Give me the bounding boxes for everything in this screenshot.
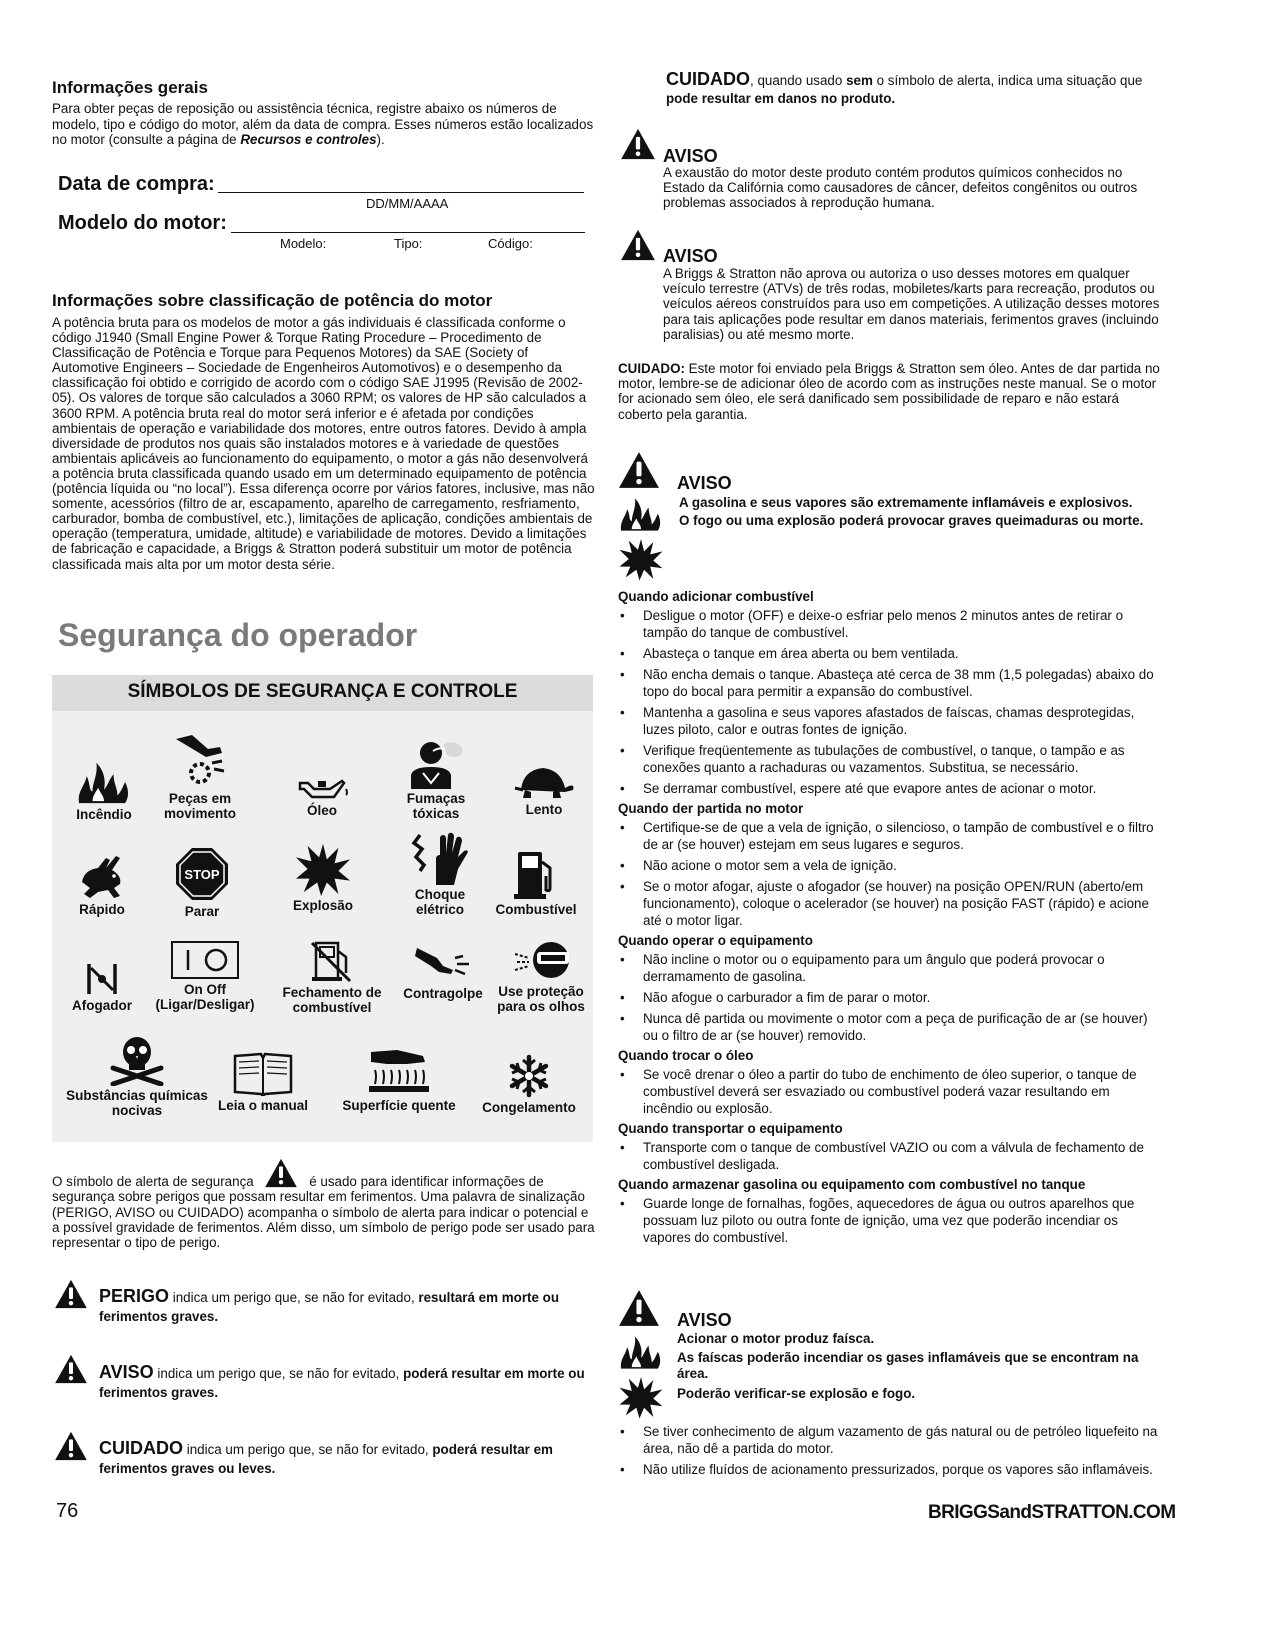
- code-hint: Código:: [488, 236, 533, 251]
- instruction-group-title: Quando adicionar combustível: [618, 589, 814, 604]
- list-item: • Não incline o motor ou o equipamento para um ângulo que poderá provocar o derramamento de gasolina.: [618, 951, 1163, 985]
- symbol-hot-surface: Superfície quente: [336, 1046, 462, 1113]
- website-footer: BRIGGSandSTRATTON.COM: [928, 1502, 1176, 1523]
- safety-alert-explanation: O símbolo de alerta de segurança é usado para identificar informações de segurança sobre perigos que possam resultar em ferimentos. Uma palavra de sinalização (PERIGO, AVISO ou CUIDADO) acompanha o símbolo de alerta para indicar o potencial e a possível gravidade de ferimentos. Além disso, um símbolo de perigo pode ser usado para representar o tipo de perigo.: [52, 1158, 597, 1250]
- instruction-group-title: Quando trocar o óleo: [618, 1048, 754, 1063]
- list-item: • Se derramar combustível, espere até que evapore antes de acionar o motor.: [618, 780, 1163, 797]
- instruction-group-title: Quando transportar o equipamento: [618, 1121, 843, 1136]
- list-item: • Se o motor afogar, ajuste o afogador (se houver) na posição OPEN/RUN (aberto/em funcionamento), coloque o acelerador (se houver) na posição FAST (rápido) e acione até o motor ligar.: [618, 878, 1163, 929]
- general-info-text: Para obter peças de reposição ou assistência técnica, registre abaixo os números de modelo, tipo e código do motor, além da data de compra. Esses números estão localizados no motor (consulte a página de Recursos e controles).: [52, 101, 594, 148]
- kickback-icon: [413, 944, 473, 984]
- list-item: • Nunca dê partida ou movimente o motor com a peça de purificação de ar (se houver) ou o filtro de ar (se houver) removido.: [618, 1010, 1163, 1044]
- warning1-title: AVISO: [663, 146, 718, 166]
- instruction-group-title: Quando armazenar gasolina ou equipamento com combustível no tanque: [618, 1177, 1086, 1192]
- list-item: • Não encha demais o tanque. Abasteça até cerca de 38 mm (1,5 polegadas) abaixo do topo do bocal para permitir a expansão do combustível.: [618, 666, 1163, 700]
- stop-sign-text: STOP: [184, 867, 220, 882]
- engine-model-field[interactable]: [231, 214, 585, 233]
- slow-turtle-icon: [513, 764, 575, 800]
- list-item: • Certifique-se de que a vela de ignição, o silencioso, o tampão de combustível e o filtro de ar (se houver) estejam em seus lugares e seguros.: [618, 819, 1163, 853]
- warning4-explosion-icon: [618, 1375, 664, 1419]
- symbol-choke: Afogador: [60, 962, 144, 1013]
- instruction-list: [618, 819, 1163, 929]
- warning3-text: A gasolina e seus vapores são extremamente inflamáveis e explosivos. O fogo ou uma explosão poderá provocar graves queimaduras ou morte.: [679, 495, 1144, 528]
- stop-icon: [174, 846, 230, 902]
- choke-icon: [85, 962, 119, 996]
- warning2-triangle-icon: [620, 229, 656, 266]
- type-hint: Tipo:: [394, 236, 423, 251]
- symbol-fuel-shutoff: Fechamento de combustível: [274, 939, 390, 1015]
- instruction-list: [618, 951, 1163, 1044]
- list-item: • Se tiver conhecimento de algum vazamento de gás natural ou de petróleo liquefeito na área, não dê a partida do motor.: [618, 1423, 1163, 1457]
- warning4-icons: [618, 1289, 664, 1419]
- model-hint: Modelo:: [280, 236, 327, 251]
- warning3-fire-icon: [618, 493, 664, 533]
- warning3-triangle-icon: [618, 451, 660, 489]
- explosion-icon: [294, 842, 352, 896]
- list-item: • Se você drenar o óleo a partir do tubo de enchimento de óleo superior, o tanque de combustível deverá ser esvaziado ou combustível poderá vazar resultando em incêndio ou explosão.: [618, 1066, 1163, 1117]
- symbol-fast: Rápido: [60, 852, 144, 917]
- fuel-safety-instructions: [618, 589, 1163, 1250]
- warning4-title: AVISO: [677, 1310, 732, 1330]
- symbol-moving-parts: Peças em movimento: [152, 733, 248, 821]
- symbol-toxic-fumes: Fumaças tóxicas: [394, 739, 478, 821]
- list-item: • Não utilize fluídos de acionamento pressurizados, porque os vapores são inflamáveis.: [618, 1461, 1163, 1478]
- list-item: • Mantenha a gasolina e seus vapores afastados de faíscas, chamas desprotegidas, luzes piloto, calor e outras fontes de ignição.: [618, 704, 1163, 738]
- oil-icon: [294, 773, 350, 801]
- fast-rabbit-icon: [76, 852, 128, 900]
- engine-model-label: Modelo do motor:: [58, 212, 227, 234]
- list-item: • Transporte com o tanque de combustível VAZIO ou com a válvula de fechamento de combustível desligada.: [618, 1139, 1163, 1173]
- page-number: 76: [56, 1500, 79, 1522]
- symbol-eye-protection: Use proteção para os olhos: [490, 936, 592, 1014]
- power-rating-text: A potência bruta para os modelos de motor a gás individuais é classificada conforme o código J1940 (Small Engine Power & Torque Rating Procedure – Procedimento de Classificação de Potência e Torque para Pequenos Motores) da SAE (Society of Automotive Engineers – Sociedade de Engenheiros Automotivos) e o desempenho da classificação foi obtido e corrigido de acordo com o código SAE J1995 (Revisão de 2002-05). Os valores de torque são calculados a 3060 RPM; os valores de HP são calculados a 3600 RPM. A potência bruta real do motor será inferior e é afetada por condições ambientais de operação e variabilidade dos motores, entre outros fatores. Devido à ampla diversidade de produtos nos quais são instalados motores e à variedade de questões ambientais aplicáveis ao funcionamento do equipamento, o motor a gás não desenvolverá a potência bruta classificada quando usado em um determinado equipamento de potência (potência líquida ou “no local”). Essa diferença ocorre por vários fatores, inclusive, mas não somente, acessórios (filtro de ar, escapamento, aparelho de carregamento, resfriamento, carburador, bomba de combustível, etc.), limitações de aplicação, condições ambientais de operação (temperatura, umidade, altitude) e variabilidade de motores. Devido a limitações de fabricação e capacidade, a Briggs & Stratton poderá substituir um motor de potência classificada mais alta por um motor desta série.: [52, 315, 595, 572]
- moving-parts-icon: [172, 733, 228, 789]
- alert-triangle-icon: [263, 1158, 299, 1188]
- warning3-title: AVISO: [677, 473, 732, 493]
- general-info-title: Informações gerais: [52, 78, 208, 97]
- warning2-title: AVISO: [663, 246, 718, 266]
- instruction-list: [618, 1066, 1163, 1117]
- instruction-list: [618, 1195, 1163, 1246]
- warning-triangle-icon: [54, 1354, 88, 1389]
- symbol-read-manual: Leia o manual: [214, 1052, 312, 1113]
- symbols-title: SÍMBOLOS DE SEGURANÇA E CONTROLE: [52, 675, 593, 711]
- poison-icon: [109, 1034, 165, 1086]
- warning1-text: A exaustão do motor deste produto contém produtos químicos conhecidos no Estado da Califórnia como causadores de câncer, defeitos congênitos ou outros problemas associados à reprodução humana.: [663, 165, 1138, 211]
- list-item: • Abasteça o tanque em área aberta ou bem ventilada.: [618, 645, 1163, 662]
- fuel-shutoff-icon: [310, 939, 354, 983]
- fire-icon: [73, 757, 135, 805]
- symbol-explosion: Explosão: [280, 842, 366, 913]
- symbol-oil: Óleo: [278, 773, 366, 818]
- hot-surface-icon: [367, 1046, 431, 1096]
- warning4-text: Acionar o motor produz faísca. As faíscas poderão incendiar os gases inflamáveis que se encontram na área. Poderão verificar-se explosão e fogo.: [677, 1331, 1139, 1401]
- warning2-text: A Briggs & Stratton não aprova ou autoriza o uso desses motores em qualquer veículo terrestre (ATVs) de três rodas, mobiletes/karts para recreação, produtos ou veículos aéreos construídos para uso em competições. A utilização desses motores para tais aplicações pode resultar em danos materiais, ferimentos graves (incluindo paralisias) ou até mesmo morte.: [663, 266, 1160, 342]
- electric-shock-icon: [410, 831, 470, 885]
- list-item: • Guarde longe de fornalhas, fogões, aquecedores de água ou outros aparelhos que possuam luz piloto ou outra fonte de ignição, uma vez que poderão incendiar os vapores do combustível.: [618, 1195, 1163, 1246]
- list-item: • Não acione o motor sem a vela de ignição.: [618, 857, 1163, 874]
- spark-safety-list: [618, 1423, 1163, 1482]
- freezing-icon: [507, 1054, 551, 1098]
- symbol-slow: Lento: [502, 764, 586, 817]
- power-rating-title: Informações sobre classificação de potência do motor: [52, 291, 493, 310]
- instruction-list: [618, 1139, 1163, 1173]
- caution-definition: CUIDADO indica um perigo que, se não for evitado, poderá resultar em ferimentos graves ou leves.: [99, 1438, 553, 1476]
- symbol-on-off: On Off (Ligar/Desligar): [150, 940, 260, 1012]
- symbol-fire: Incêndio: [62, 757, 146, 822]
- symbol-fuel: Combustível: [494, 848, 578, 917]
- danger-definition: PERIGO indica um perigo que, se não for evitado, resultará em morte ou ferimentos graves.: [99, 1286, 560, 1324]
- purchase-date-field[interactable]: [218, 174, 584, 193]
- purchase-date-label: Data de compra:: [58, 173, 215, 195]
- symbol-poison: Substâncias químicas nocivas: [58, 1034, 216, 1118]
- symbol-stop: STOP Parar: [160, 846, 244, 919]
- instruction-list: [618, 607, 1163, 797]
- list-item: • Desligue o motor (OFF) e deixe-o esfriar pelo menos 2 minutos antes de retirar o tampão do tanque de combustível.: [618, 607, 1163, 641]
- caution-triangle-icon: [54, 1431, 88, 1466]
- warning3-icons: [618, 451, 664, 581]
- instruction-group-title: Quando der partida no motor: [618, 801, 804, 816]
- warning4-fire-icon: [618, 1331, 664, 1371]
- warning3-explosion-icon: [618, 537, 664, 581]
- oil-caution-text: CUIDADO: Este motor foi enviado pela Briggs & Stratton sem óleo. Antes de dar partida no motor, lembre-se de adicionar óleo de acordo com as instruções neste manual. Se o motor for acionado sem óleo, ele será danificado sem possibilidade de reparo e não estará coberto pela garantia.: [618, 361, 1160, 422]
- toxic-fumes-icon: [407, 739, 465, 789]
- warning1-triangle-icon: [620, 128, 656, 165]
- symbol-freezing: Congelamento: [474, 1054, 584, 1115]
- fuel-pump-icon: [514, 848, 558, 900]
- cuidado-no-alert-definition: CUIDADO, quando usado sem o símbolo de alerta, indica uma situação que pode resultar em danos no produto.: [666, 69, 1143, 106]
- operator-safety-heading: Segurança do operador: [58, 617, 418, 653]
- instruction-group-title: Quando operar o equipamento: [618, 933, 813, 948]
- symbol-electric-shock: Choque elétrico: [396, 831, 484, 917]
- features-controls-reference: Recursos e controles: [240, 132, 377, 148]
- read-manual-icon: [233, 1052, 293, 1096]
- on-off-icon: [170, 940, 240, 980]
- date-format-hint: DD/MM/AAAA: [366, 196, 449, 211]
- warning4-triangle-icon: [618, 1289, 660, 1327]
- danger-triangle-icon: [54, 1279, 88, 1314]
- list-item: • Não afogue o carburador a fim de parar o motor.: [618, 989, 1163, 1006]
- list-item: • Verifique freqüentemente as tubulações de combustível, o tanque, o tampão e as conexões quanto a rachaduras ou vazamentos. Substitua, se necessário.: [618, 742, 1163, 776]
- symbol-kickback: Contragolpe: [398, 944, 488, 1001]
- warning-definition: AVISO indica um perigo que, se não for evitado, poderá resultar em morte ou ferimentos graves.: [99, 1362, 585, 1400]
- eye-protection-icon: [511, 936, 571, 982]
